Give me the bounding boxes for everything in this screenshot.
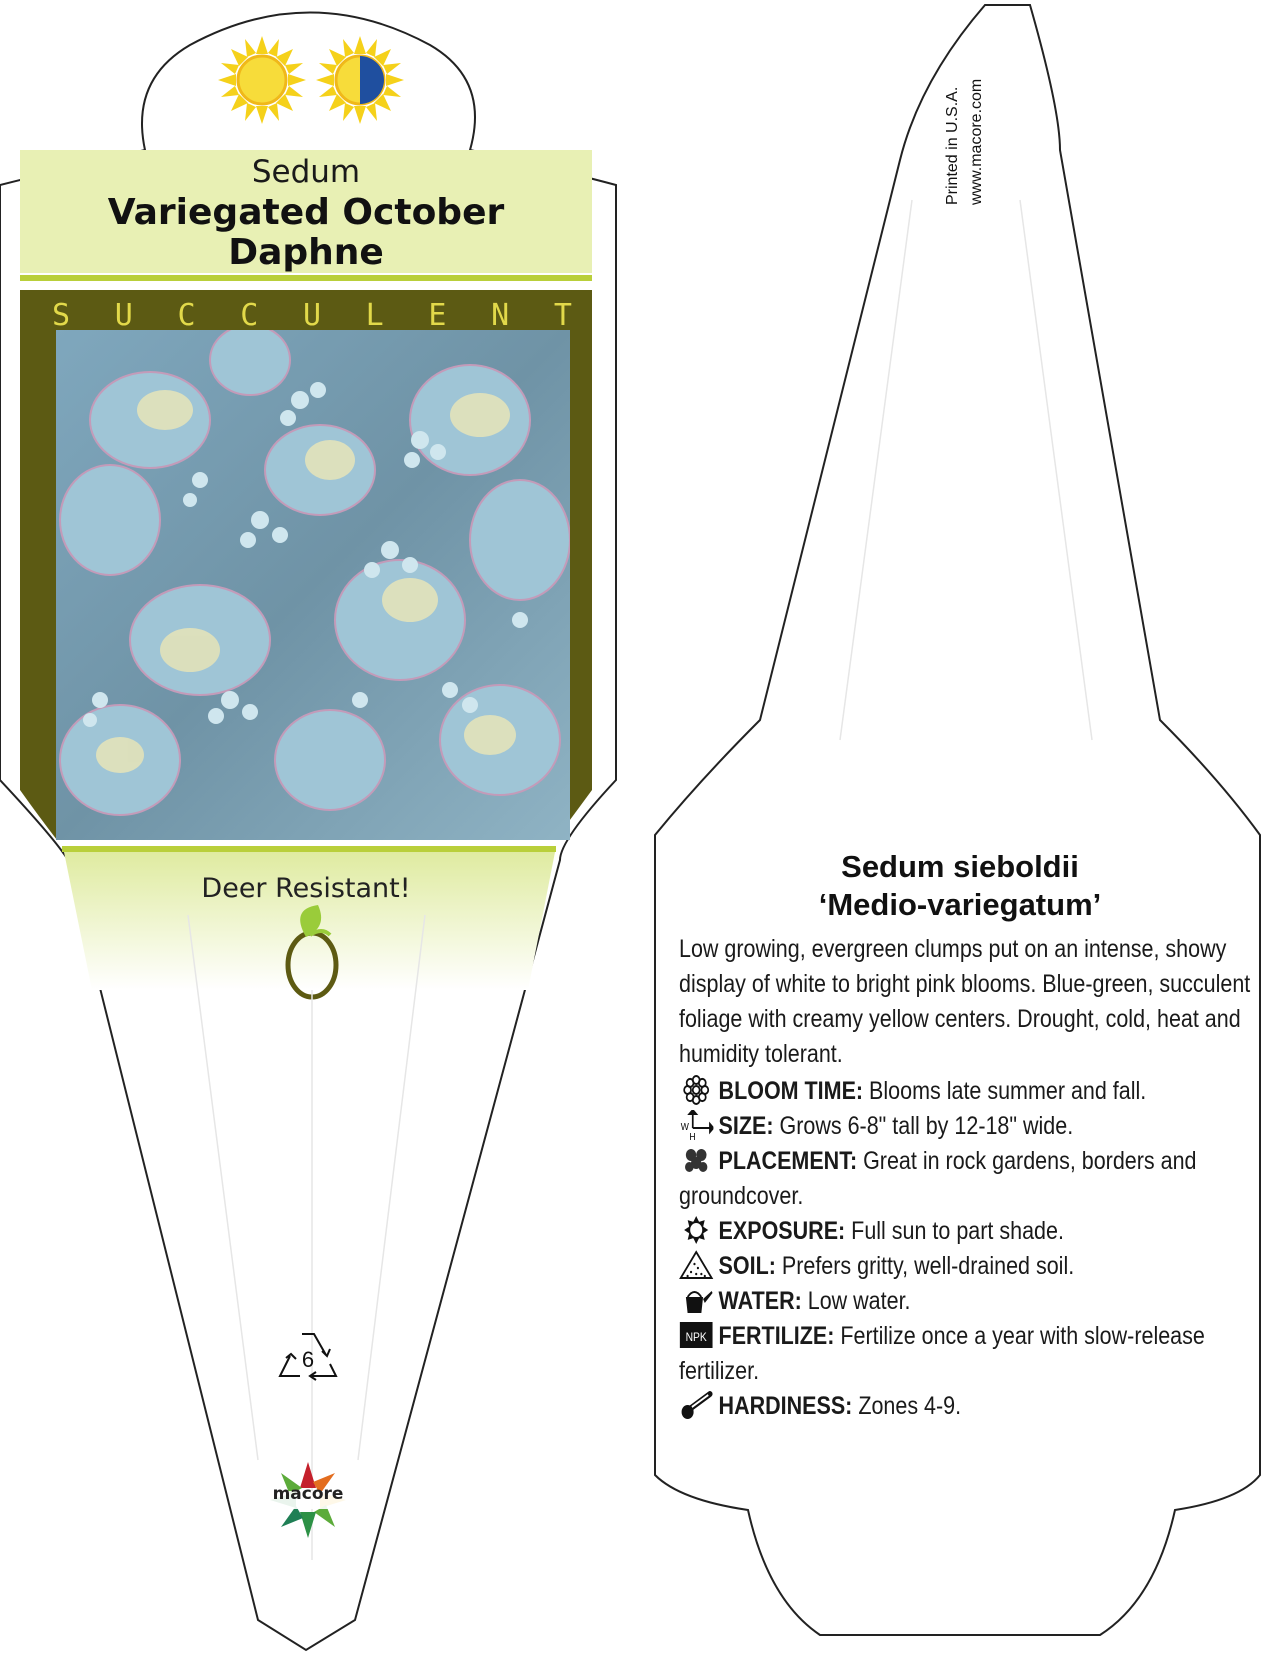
care-item bbox=[679, 1214, 1264, 1249]
svg-text:W: W bbox=[680, 1121, 689, 1133]
care-label: SOIL: bbox=[718, 1252, 776, 1280]
feature-text: Deer Resistant! bbox=[201, 873, 411, 904]
care-text: Blooms late summer and fall. bbox=[863, 1077, 1147, 1105]
care-text: Prefers gritty, well-drained soil. bbox=[775, 1252, 1075, 1280]
care-label: WATER: bbox=[718, 1287, 802, 1315]
care-list bbox=[679, 1074, 1264, 1424]
header-accent-line bbox=[20, 275, 592, 281]
care-label: BLOOM TIME: bbox=[718, 1077, 864, 1105]
care-text: Low water. bbox=[801, 1287, 911, 1315]
website-text: www.macore.com bbox=[968, 78, 985, 205]
care-item bbox=[679, 1074, 1264, 1109]
care-label: SIZE: bbox=[718, 1112, 774, 1140]
care-label: HARDINESS: bbox=[718, 1392, 853, 1420]
plant-description: Low growing, evergreen clumps put on an intense, showy display of white to bright pink blooms. Blue-green, succulent foliage with creamy yellow centers. Drought, cold, heat and humidity tolerant. bbox=[679, 935, 1251, 1068]
botanical-name bbox=[660, 848, 1260, 924]
care-text: Full sun to part shade. bbox=[845, 1217, 1064, 1245]
part-shade-icon bbox=[316, 36, 404, 124]
care-text: Zones 4-9. bbox=[852, 1392, 962, 1420]
care-item bbox=[679, 1389, 1264, 1424]
npk-icon bbox=[679, 1320, 713, 1350]
care-text: Fertilize once a year with slow-release fertilizer. bbox=[679, 1322, 1205, 1385]
care-text: Grows 6-8" tall by 12-18" wide. bbox=[773, 1112, 1074, 1140]
category-letter: C bbox=[177, 298, 196, 333]
category-letter: S bbox=[52, 298, 71, 333]
soil-icon bbox=[679, 1250, 713, 1280]
category-letter: U bbox=[302, 298, 321, 333]
watering-can-icon bbox=[679, 1285, 713, 1315]
care-text: Great in rock gardens, borders and groundcover. bbox=[679, 1147, 1197, 1210]
thermometer-icon bbox=[679, 1390, 713, 1420]
placement-icon bbox=[679, 1145, 713, 1175]
plant-genus: Sedum bbox=[251, 154, 361, 190]
flower-icon bbox=[679, 1075, 713, 1105]
recycle-number: 6 bbox=[301, 1347, 315, 1372]
printed-in-text: Printed in U.S.A. bbox=[944, 86, 961, 205]
svg-text:H: H bbox=[689, 1131, 696, 1140]
care-item bbox=[679, 1249, 1264, 1284]
plant-photo bbox=[56, 325, 570, 840]
care-item bbox=[679, 1284, 1264, 1319]
svg-text:NPK: NPK bbox=[685, 1331, 707, 1345]
care-item bbox=[679, 1144, 1264, 1214]
category-letter: E bbox=[428, 298, 447, 333]
cultivar-line-1: Variegated October bbox=[107, 192, 505, 233]
botanical-line-2: ‘Medio-variegatum’ bbox=[818, 887, 1102, 922]
plant-category bbox=[52, 298, 572, 333]
full-sun-icon bbox=[218, 36, 306, 124]
botanical-line-1: Sedum sieboldii bbox=[841, 849, 1079, 884]
bottom-accent-line bbox=[62, 846, 556, 852]
category-letter: L bbox=[365, 298, 384, 333]
care-label: FERTILIZE: bbox=[718, 1322, 835, 1350]
care-item bbox=[679, 1109, 1264, 1144]
category-letter: U bbox=[114, 298, 133, 333]
brand-name: macore bbox=[272, 1484, 344, 1504]
size-icon bbox=[679, 1110, 713, 1140]
category-letter: T bbox=[553, 298, 572, 333]
care-item bbox=[679, 1319, 1264, 1389]
category-letter: N bbox=[491, 298, 510, 333]
plant-cultivar bbox=[20, 193, 592, 273]
sun-icon bbox=[679, 1215, 713, 1245]
care-label: EXPOSURE: bbox=[718, 1217, 846, 1245]
care-label: PLACEMENT: bbox=[718, 1147, 858, 1175]
category-letter: C bbox=[240, 298, 259, 333]
cultivar-line-2: Daphne bbox=[228, 232, 384, 273]
